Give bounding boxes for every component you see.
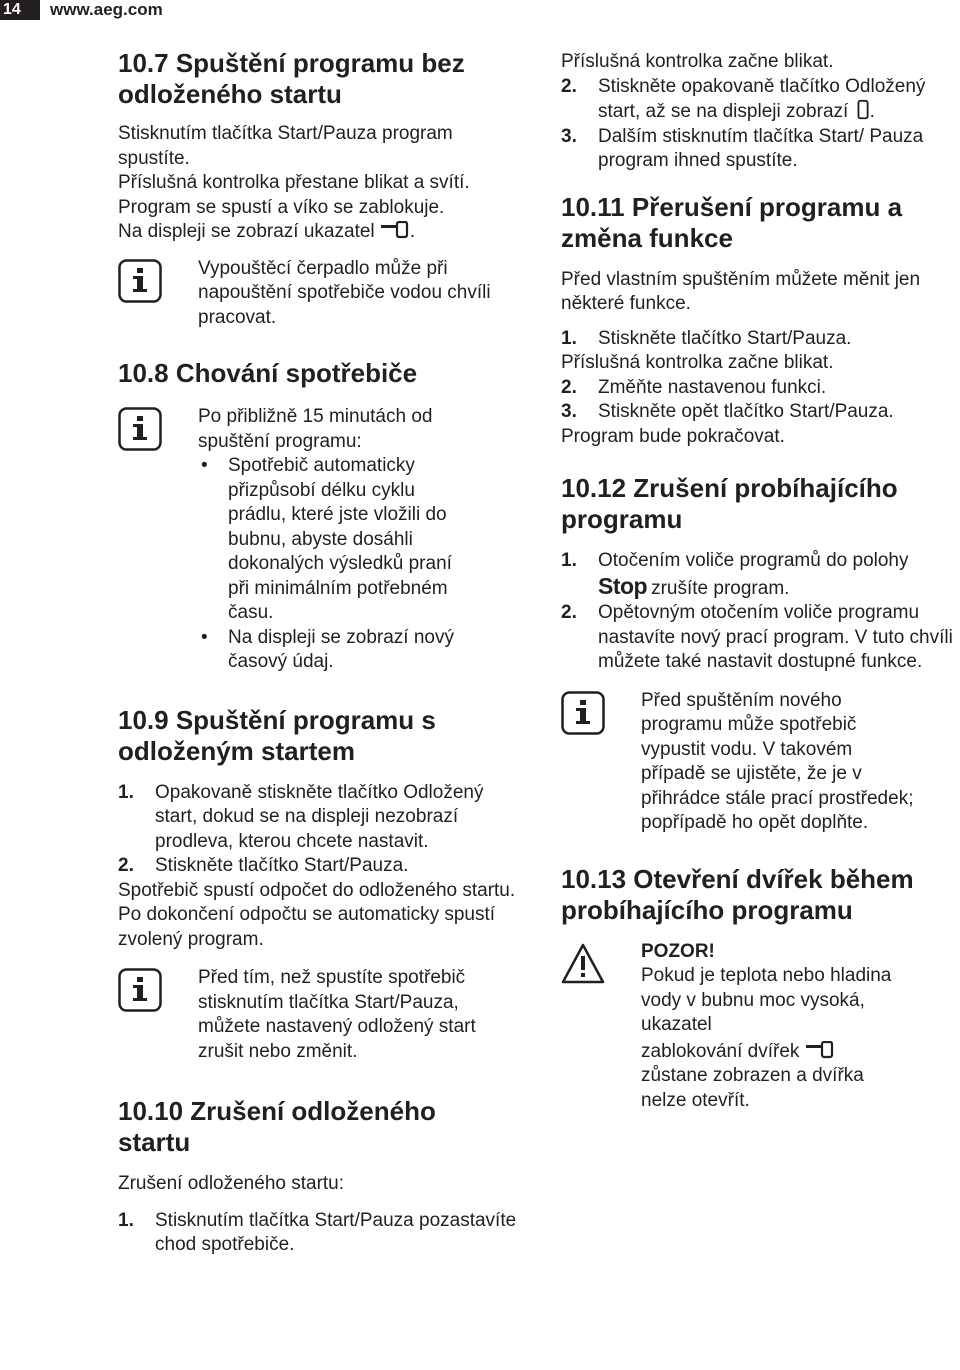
delay-display-icon	[857, 99, 870, 121]
stop-icon: Stop	[598, 572, 648, 599]
s107-p3: Program se spustí a víko se zablokuje.	[118, 196, 445, 218]
s107-p4-end: .	[409, 221, 416, 242]
warning-text-c: zůstane zobrazen a dvířka nelze otevřít.	[641, 1065, 864, 1111]
info-new-program-text: Před spuštěním nového programu může spotřebič vypustit vodu. V takovém případě se ujistěte, že je v přihrádce stále prací prostředek; popřípadě ho opět doplňte.	[641, 689, 914, 833]
step-item: 3. Dalším stisknutím tlačítka Start/ Pauza program ihned spustíte.	[561, 125, 924, 171]
section-title-10-12: 10.12 Zrušení probíhajícího programu	[561, 473, 898, 534]
page-number: 14	[0, 0, 40, 20]
info-pump-text: Vypouštěcí čerpadlo může při napouštění spotřebiče vodou chvíli pracovat.	[198, 257, 491, 328]
step-item: 1. Otočením voliče programů do polohy Stop zrušíte program.	[561, 550, 909, 599]
section-title-10-11: 10.11 Přerušení programu a změna funkce	[561, 191, 903, 253]
warning-text-b: zablokování dvířek	[641, 1040, 960, 1065]
bullet-item: • Na displeji se zobrazí nový časový údaj.	[201, 626, 454, 672]
cont-p1: Příslušná kontrolka začne blikat.	[561, 51, 834, 72]
section-title-10-10: 10.10 Zrušení odloženého startu	[118, 1096, 436, 1157]
s107-p4	[118, 220, 518, 245]
door-lock-icon	[380, 221, 410, 239]
s1010-steps	[118, 1209, 518, 1258]
s1011-intro: Před vlastním spuštěním můžete měnit jen některé funkce.	[561, 268, 921, 314]
s1011-steps-a	[561, 327, 960, 352]
door-lock-icon	[805, 1041, 835, 1059]
bullet-item: • Spotřebič automaticky přizpůsobí délku cyklu prádlu, které jste vložili do bubnu, abyste dosáhli dokonalých výsledků praní při minimálním potřebném času.	[201, 455, 452, 623]
info-behaviour-intro: Po přibližně 15 minutách od spuštění programu:	[198, 406, 433, 452]
s107-p1: Stisknutím tlačítka Start/Pauza program spustíte.	[118, 123, 453, 169]
section-title-10-7: 10.7 Spuštění programu bez odloženého startu	[118, 48, 465, 109]
site-url[interactable]: www.aeg.com	[50, 0, 163, 19]
s1011-p1: Příslušná kontrolka začne blikat.	[561, 352, 834, 373]
s1012-steps	[561, 549, 960, 675]
info-note-new-program	[561, 689, 960, 836]
warning-label: POZOR!	[641, 940, 715, 962]
page-header	[0, 0, 960, 20]
info-note-pump	[118, 257, 518, 331]
s109-p2: Po dokončení odpočtu se automaticky spustí zvolený program.	[118, 904, 496, 950]
s109-steps	[118, 781, 518, 879]
warning-text: Pokud je teplota nebo hladina vody v bubnu moc vysoká, ukazatel	[641, 965, 892, 1035]
step-item: 2. Opětovným otočením voliče programu nastavíte nový prací program. V tuto chvíli můžete také nastavit dostupné funkce.	[561, 602, 953, 672]
s107-p4-text: Na displeji se zobrazí ukazatel	[118, 221, 375, 242]
step-item: 3. Stiskněte opět tlačítko Start/Pauza.	[561, 401, 894, 422]
step-item: 1. Stisknutím tlačítka Start/Pauza pozastavíte chod spotřebiče.	[118, 1209, 517, 1255]
step-item: 2. Stiskněte opakovaně tlačítko Odložený start, až se na displeji zobrazí .	[561, 75, 926, 122]
s1010-intro: Zrušení odloženého startu:	[118, 1173, 345, 1194]
info-icon	[118, 968, 162, 1012]
right-column	[561, 50, 960, 1113]
s107-p2: Příslušná kontrolka přestane blikat a svítí.	[118, 172, 470, 193]
section-title-10-8: 10.8 Chování spotřebiče	[118, 358, 418, 388]
info-note-behaviour	[118, 405, 518, 675]
info-icon	[118, 259, 162, 303]
left-column	[118, 48, 518, 1258]
step-item: 1. Stiskněte tlačítko Start/Pauza.	[561, 327, 852, 349]
step-item: 2. Změňte nastavenou funkci.	[561, 376, 827, 398]
step-item: 1. Opakovaně stiskněte tlačítko Odložený start, dokud se na displeji nezobrazí prodleva, kterou chcete nastavit.	[118, 781, 484, 852]
warning-icon	[561, 942, 605, 986]
step-item: 2. Stiskněte tlačítko Start/Pauza.	[118, 855, 409, 876]
section-title-10-9: 10.9 Spuštění programu s odloženým startem	[118, 704, 436, 766]
s1011-steps-b	[561, 376, 960, 425]
info-icon	[561, 691, 605, 735]
behaviour-bullets	[198, 454, 458, 675]
cont-steps	[561, 75, 960, 174]
section-title-10-13: 10.13 Otevření dvířek během probíhajícího programu	[561, 863, 914, 925]
info-delay-text: Před tím, než spustíte spotřebič stisknutím tlačítka Start/Pauza, můžete nastavený odložený start zrušit nebo změnit.	[198, 967, 476, 1062]
info-note-delay	[118, 966, 518, 1064]
s109-p1: Spotřebič spustí odpočet do odloženého startu.	[118, 879, 516, 901]
info-icon	[118, 407, 162, 451]
s1011-p2: Program bude pokračovat.	[561, 425, 785, 447]
warning-note-door	[561, 940, 960, 1114]
